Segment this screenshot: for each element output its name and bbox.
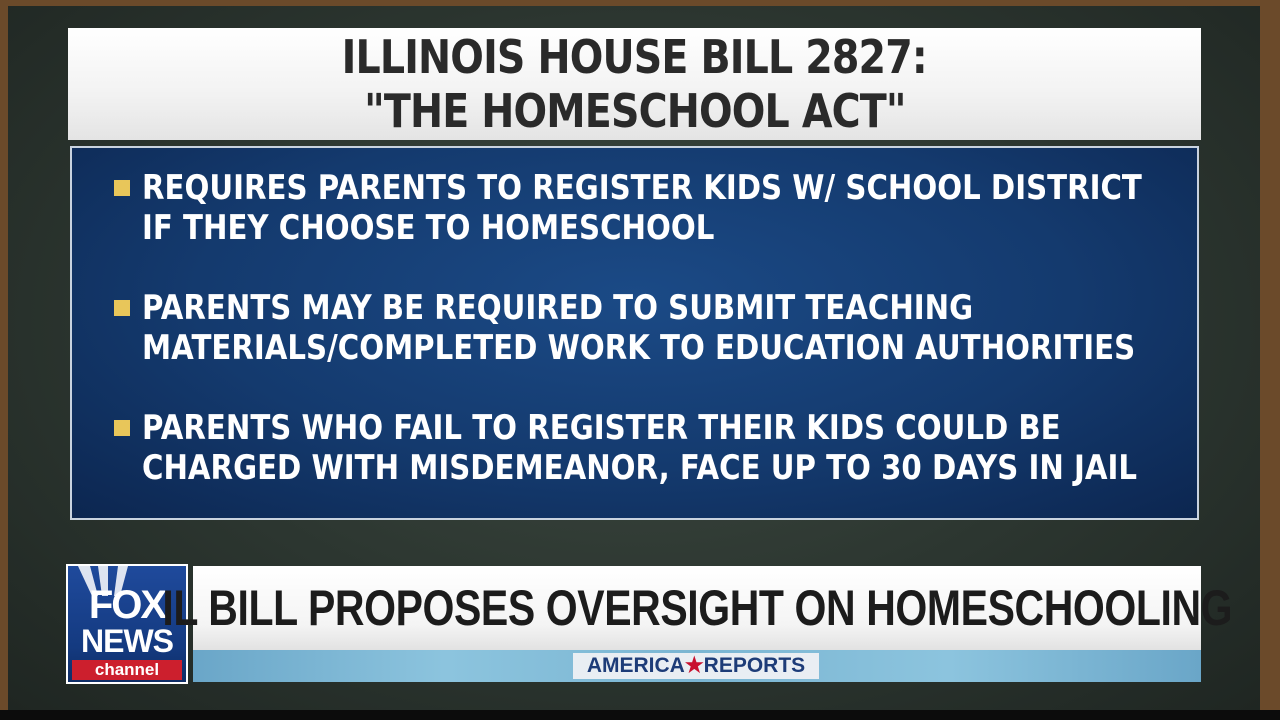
bottom-letterbox (0, 710, 1280, 720)
lower-third-headline (162, 566, 1232, 650)
bullet-item (112, 288, 1157, 368)
square-bullet-icon (114, 180, 130, 196)
logo-news-text: NEWS (81, 623, 173, 659)
bullet-text-line: PARENTS WHO FAIL TO REGISTER THEIR KIDS COULD BE (142, 408, 1061, 448)
show-name-part-1: AMERICA (586, 654, 685, 677)
square-bullet-icon (114, 300, 130, 316)
show-name-label (573, 653, 819, 679)
bullet-item (112, 168, 1157, 248)
bullet-text-line: IF THEY CHOOSE TO HOMESCHOOL (142, 208, 715, 248)
bullet-item (112, 408, 1157, 488)
title-line-2: "THE HOMESCHOOL ACT" (363, 84, 906, 138)
headline-text: IL BILL PROPOSES OVERSIGHT ON HOMESCHOOLING (162, 580, 1232, 636)
show-name-part-2: REPORTS (703, 654, 806, 677)
bullet-text-line: CHARGED WITH MISDEMEANOR, FACE UP TO 30 DAYS IN JAIL (142, 448, 1138, 488)
show-name-bar (193, 650, 1201, 682)
logo-fox-text: FOX (88, 583, 166, 627)
bullet-text-line: PARENTS MAY BE REQUIRED TO SUBMIT TEACHING (142, 288, 974, 328)
bullet-text-line: MATERIALS/COMPLETED WORK TO EDUCATION AUTHORITIES (142, 328, 1136, 368)
title-card (68, 28, 1201, 140)
title-line-1: ILLINOIS HOUSE BILL 2827: (341, 30, 928, 84)
logo-channel-text: channel (72, 660, 182, 680)
bullet-panel (70, 146, 1199, 520)
bullet-text-line: REQUIRES PARENTS TO REGISTER KIDS W/ SCHOOL DISTRICT (142, 168, 1142, 208)
square-bullet-icon (114, 420, 130, 436)
star-icon: ★ (684, 654, 704, 677)
